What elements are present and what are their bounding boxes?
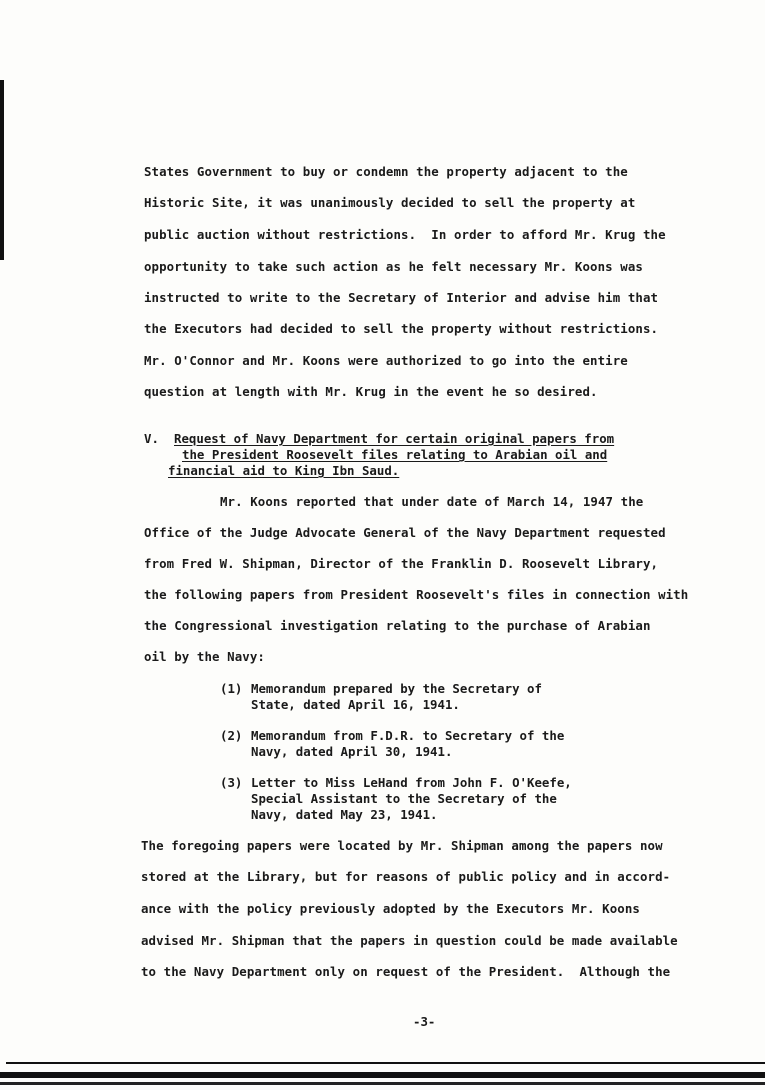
paragraph-line: instructed to write to the Secretary of Interior and advise him that [144, 290, 659, 305]
paragraph-line: the Congressional investigation relating to the purchase of Arabian [144, 618, 651, 633]
section-heading-line: Request of Navy Department for certain original papers from [174, 431, 615, 446]
scan-edge-mark [0, 80, 4, 260]
paragraph-line: question at length with Mr. Krug in the event he so desired. [144, 384, 598, 399]
paragraph-line: public auction without restrictions. In order to afford Mr. Krug the [144, 227, 666, 242]
section-heading-line: the President Roosevelt files relating to Arabian oil and [182, 447, 608, 462]
list-item-line: Navy, dated May 23, 1941. [251, 807, 438, 822]
list-item-number: (3) [220, 775, 243, 790]
paragraph-line: the Executors had decided to sell the property without restrictions. [144, 321, 659, 336]
paragraph-line: from Fred W. Shipman, Director of the Franklin D. Roosevelt Library, [144, 556, 659, 571]
paragraph-line: stored at the Library, but for reasons of public policy and in accord- [141, 869, 671, 884]
paragraph-line: Mr. O'Connor and Mr. Koons were authorized to go into the entire [144, 353, 628, 368]
paragraph-line: advised Mr. Shipman that the papers in question could be made available [141, 933, 678, 948]
paragraph-line: The foregoing papers were located by Mr. Shipman among the papers now [141, 838, 663, 853]
page-number: -3- [413, 1014, 436, 1029]
list-item-line: Memorandum prepared by the Secretary of [251, 681, 542, 696]
paragraph-line: Mr. Koons reported that under date of March 14, 1947 the [220, 494, 644, 509]
list-item-line: Navy, dated April 30, 1941. [251, 744, 453, 759]
paragraph-line: States Government to buy or condemn the property adjacent to the [144, 164, 628, 179]
list-item-number: (1) [220, 681, 243, 696]
list-item-number: (2) [220, 728, 243, 743]
paragraph-line: oil by the Navy: [144, 649, 265, 664]
paragraph-line: Historic Site, it was unanimously decided to sell the property at [144, 195, 636, 210]
paragraph-line: Office of the Judge Advocate General of the Navy Department requested [144, 525, 666, 540]
paragraph-line: ance with the policy previously adopted by the Executors Mr. Koons [141, 901, 640, 916]
paragraph-line: the following papers from President Roosevelt's files in connection with [144, 587, 689, 602]
paragraph-line: opportunity to take such action as he felt necessary Mr. Koons was [144, 259, 643, 274]
list-item-line: Memorandum from F.D.R. to Secretary of the [251, 728, 565, 743]
list-item-line: State, dated April 16, 1941. [251, 697, 460, 712]
paragraph-line: to the Navy Department only on request of the President. Although the [141, 964, 671, 979]
section-heading-line: financial aid to King Ibn Saud. [168, 463, 400, 478]
scan-edge-rule [0, 1082, 765, 1085]
list-item-line: Special Assistant to the Secretary of the [251, 791, 557, 806]
scan-edge-rule [6, 1062, 765, 1064]
scan-edge-rule [0, 1072, 765, 1078]
list-item-line: Letter to Miss LeHand from John F. O'Keefe, [251, 775, 572, 790]
section-number: V. [144, 431, 159, 446]
